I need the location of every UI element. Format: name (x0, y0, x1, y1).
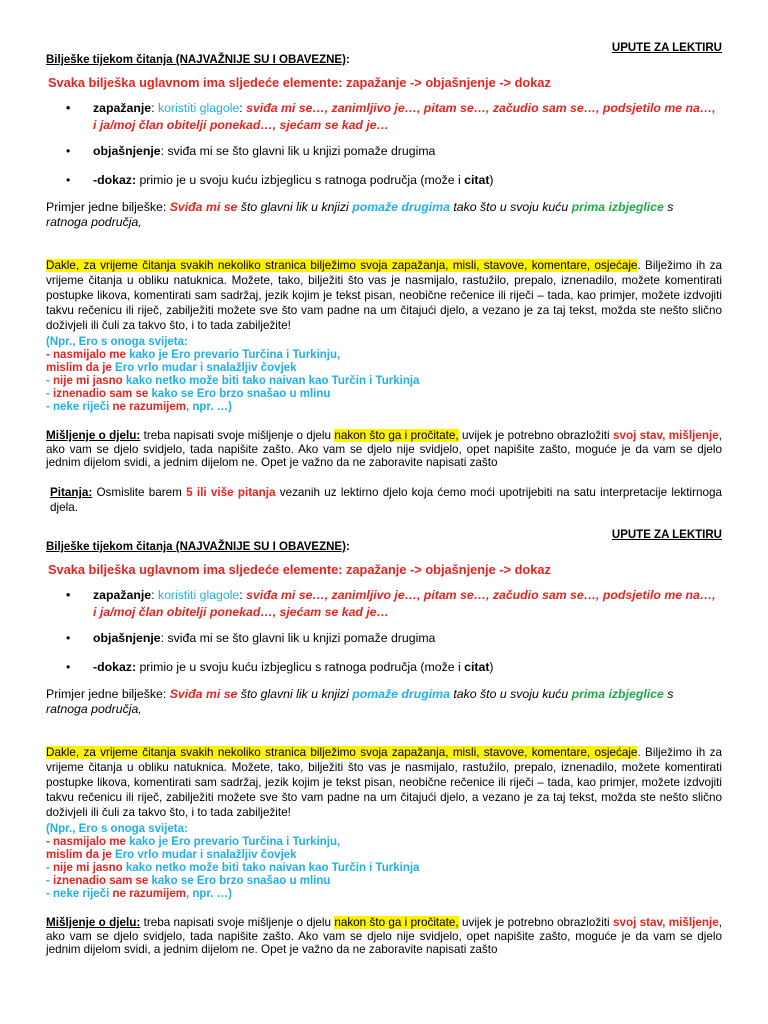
example-list: (Npr., Ero s onoga svijeta: - nasmijalo me kako je Ero prevario Turčina i Turkinju, mislim da je Ero vrlo mudar i snalažljiv čovjek - nije mi jasno kako netko može biti tako naivan kao Turčin i Turkinja - iznenadio sam se kako se Ero brzo snašao u mlinu - neke riječi ne razumijem, npr. …) (46, 336, 420, 413)
misljenje-paragraph: Mišljenje o djelu: treba napisati svoje mišljenje o djelu nakon što ga i pročitate, uvijek je potrebno obrazložiti svoj stav, mišljenje, ako vam se djelo svidjelo, tada napišite zašto. Ako vam se djelo nije svidjelo, opet napišite zašto, moguće je da vam se djelo jednim dijelom svidi, a jednim dijelom ne. Opet je važno da ne zaboravite napisati zašto (46, 916, 722, 956)
example-note: Primjer jedne bilješke: Sviđa mi se što glavni lik u knjizi pomaže drugima tako što u svoju kuću prima izbjeglice s ratnoga područja, (46, 200, 674, 229)
bullet-icon: • (66, 660, 71, 674)
dakle-paragraph: Dakle, za vrijeme čitanja svakih nekoliko stranica bilježimo svoja zapažanja, misli, stavove, komentare, osjećaje. Bilježimo ih za vrijeme čitanja u obliku natuknica. Možete, tako, bilježiti što vas je nasmijalo, rastužilo, prepalo, iznenadilo, možete komentirati postupke likova, komentirati sam sadržaj, jezik kojim je tekst pisan, neobične rečenice ili riječi – tada, kao primjer, možete izdvojiti takvu rečenicu ili riječ, zabilježiti možete sve što vam padne na um čitajući djelo, a vezano je za taj tekst, možda ste nešto slično doživjeli ili čuli za takvo što, i to tada zabilježite! (46, 746, 722, 819)
bullet-icon: • (66, 144, 71, 158)
section-title: Bilješke tijekom čitanja (NAJVAŽNIJE SU I OBAVEZNE): (46, 54, 350, 66)
header-upute: UPUTE ZA LEKTIRU (611, 529, 722, 541)
example-note: Primjer jedne bilješke: Sviđa mi se što glavni lik u knjizi pomaže drugima tako što u svoju kuću prima izbjeglice s ratnoga područja, (46, 687, 674, 716)
misljenje-paragraph: Mišljenje o djelu: treba napisati svoje mišljenje o djelu nakon što ga i pročitate, uvijek je potrebno obrazložiti svoj stav, mišljenje, ako vam se djelo svidjelo, tada napišite zašto. Ako vam se djelo nije svidjelo, opet napišite zašto, moguće je da vam se djelo jednim dijelom svidi, a jednim dijelom ne. Opet je važno da ne zaboravite napisati zašto (46, 429, 722, 469)
dakle-paragraph: Dakle, za vrijeme čitanja svakih nekoliko stranica bilježimo svoja zapažanja, misli, stavove, komentare, osjećaje. Bilježimo ih za vrijeme čitanja u obliku natuknica. Možete, tako, bilježiti što vas je nasmijalo, rastužilo, prepalo, iznenadilo, možete komentirati postupke likova, komentirati sam sadržaj, jezik kojim je tekst pisan, neobične rečenice ili riječi – tada, kao primjer, možete izdvojiti takvu rečenicu ili riječ, zabilježiti možete sve što vam padne na um čitajući djelo, a vezano je za taj tekst, možda ste nešto slično doživjeli ili čuli za takvo što, i to tada zabilježite! (46, 259, 722, 332)
bullet-icon: • (66, 588, 71, 602)
document-page: UPUTE ZA LEKTIRU Bilješke tijekom čitanja (NAJVAŽNIJE SU I OBAVEZNE): Svaka bilješka uglavnom ima sljedeće elemente: zapažanje -> objašnjenje -> dokaz • zapažanje: koristiti glagole: sviđa mi se…, zanimljivo je…, pitam se…, začudio sam se…, podsjetilo me na…, i ja/moj član obitelji ponekad…, sjećam se kad je… • objašnjenje: sviđa mi se što glavni lik u knjizi pomaže drugima • -dokaz: primio je u svoju kuću izbjeglicu s ratnoga područja (može i citat) Primjer jedne bilješke: Sviđa mi se što glavni lik u knjizi pomaže drugima tako što u svoju kuću prima izbjeglice s ratnoga područja, Dakle, za vrijeme čitanja svakih nekoliko stranica bilježimo svoja zapažanja, misli, stavove, komentare, osjećaje. Bilježimo ih za vrijeme čitanja u obliku natuknica. Možete, tako, bilježiti što vas je nasmijalo, rastužilo, prepalo, iznenadilo, možete komentirati postupke likova, komentirati sam sadržaj, jezik kojim je tekst pisan, neobične rečenice ili riječi – tada, kao primjer, možete izdvojiti takvu rečenicu ili riječ, zabilježiti možete sve što vam padne na um čitajući djelo, a vezano je za taj tekst, možda ste nešto slično doživjeli ili čuli za takvo što, i to tada zabilježite! (Npr., Ero s onoga svijeta: - nasmijalo me kako je Ero prevario Turčina i Turkinju, mislim da je Ero vrlo mudar i snalažljiv čovjek - nije mi jasno kako netko može biti tako naivan kao Turčin i Turkinja - iznenadio sam se kako se Ero brzo snašao u mlinu - neke riječi ne razumijem, npr. …) Mišljenje o djelu: treba napisati svoje mišljenje o djelu nakon što ga i pročitate, uvijek je potrebno obrazložiti svoj stav, mišljenje, ako vam se djelo svidjelo, tada napišite zašto. Ako vam se djelo nije svidjelo, opet napišite zašto, moguće je da vam se djelo jednim dijelom svidi, a jednim dijelom ne. Opet je važno da ne zaboravite napisati zašto Pitanja: Osmislite barem 5 ili više pitanja vezanih uz lektirno djelo koja ćemo moći upotrijebiti na satu interpretacije lektirnoga djela. UPUTE ZA LEKTIRU Bilješke tijekom čitanja (NAJVAŽNIJE SU I OBAVEZNE): Svaka bilješka uglavnom ima sljedeće elemente: zapažanje -> objašnjenje -> dokaz • zapažanje: koristiti glagole: sviđa mi se…, zanimljivo je…, pitam se…, začudio sam se…, podsjetilo me na…, i ja/moj član obitelji ponekad…, sjećam se kad je… • objašnjenje: sviđa mi se što glavni lik u knjizi pomaže drugima • -dokaz: primio je u svoju kuću izbjeglicu s ratnoga područja (može i citat) Primjer jedne bilješke: Sviđa mi se što glavni lik u knjizi pomaže drugima tako što u svoju kuću prima izbjeglice s ratnoga područja, Dakle, za vrijeme čitanja svakih nekoliko stranica bilježimo svoja zapažanja, misli, stavove, komentare, osjećaje. Bilježimo ih za vrijeme čitanja u obliku natuknica. Možete, tako, bilježiti što vas je nasmijalo, rastužilo, prepalo, iznenadilo, možete komentirati postupke likova, komentirati sam sadržaj, jezik kojim je tekst pisan, neobične rečenice ili riječi – tada, kao primjer, možete izdvojiti takvu rečenicu ili riječ, zabilježiti možete sve što vam padne na um čitajući djelo, a vezano je za taj tekst, možda ste nešto slično doživjeli ili čuli za takvo što, i to tada zabilježite! (Npr., Ero s onoga svijeta: - nasmijalo me kako je Ero prevario Turčina i Turkinju, mislim da je Ero vrlo mudar i snalažljiv čovjek - nije mi jasno kako netko može biti tako naivan kao Turčin i Turkinja - iznenadio sam se kako se Ero brzo snašao u mlinu - neke riječi ne razumijem, npr. …) Mišljenje o djelu: treba napisati svoje mišljenje o djelu nakon što ga i pročitate, uvijek je potrebno obrazložiti svoj stav, mišljenje, ako vam se djelo svidjelo, tada napišite zašto. Ako vam se djelo nije svidjelo, opet napišite zašto, moguće je da vam se djelo jednim dijelom svidi, a jednim dijelom ne. Opet je važno da ne zaboravite napisati zašto (46, 42, 722, 956)
bullet-icon: • (66, 101, 71, 115)
bullet-icon: • (66, 173, 71, 187)
bullet-icon: • (66, 631, 71, 645)
elements-line: Svaka bilješka uglavnom ima sljedeće elemente: zapažanje -> objašnjenje -> dokaz (48, 562, 551, 577)
elements-line: Svaka bilješka uglavnom ima sljedeće elemente: zapažanje -> objašnjenje -> dokaz (48, 75, 551, 90)
header-upute: UPUTE ZA LEKTIRU (611, 42, 722, 54)
pitanja-paragraph: Pitanja: Osmislite barem 5 ili više pitanja vezanih uz lektirno djelo koja ćemo moći upotrijebiti na satu interpretacije lektirnoga djela. (50, 486, 722, 514)
section-title: Bilješke tijekom čitanja (NAJVAŽNIJE SU I OBAVEZNE): (46, 541, 350, 553)
example-list: (Npr., Ero s onoga svijeta: - nasmijalo me kako je Ero prevario Turčina i Turkinju, mislim da je Ero vrlo mudar i snalažljiv čovjek - nije mi jasno kako netko može biti tako naivan kao Turčin i Turkinja - iznenadio sam se kako se Ero brzo snašao u mlinu - neke riječi ne razumijem, npr. …) (46, 823, 420, 900)
